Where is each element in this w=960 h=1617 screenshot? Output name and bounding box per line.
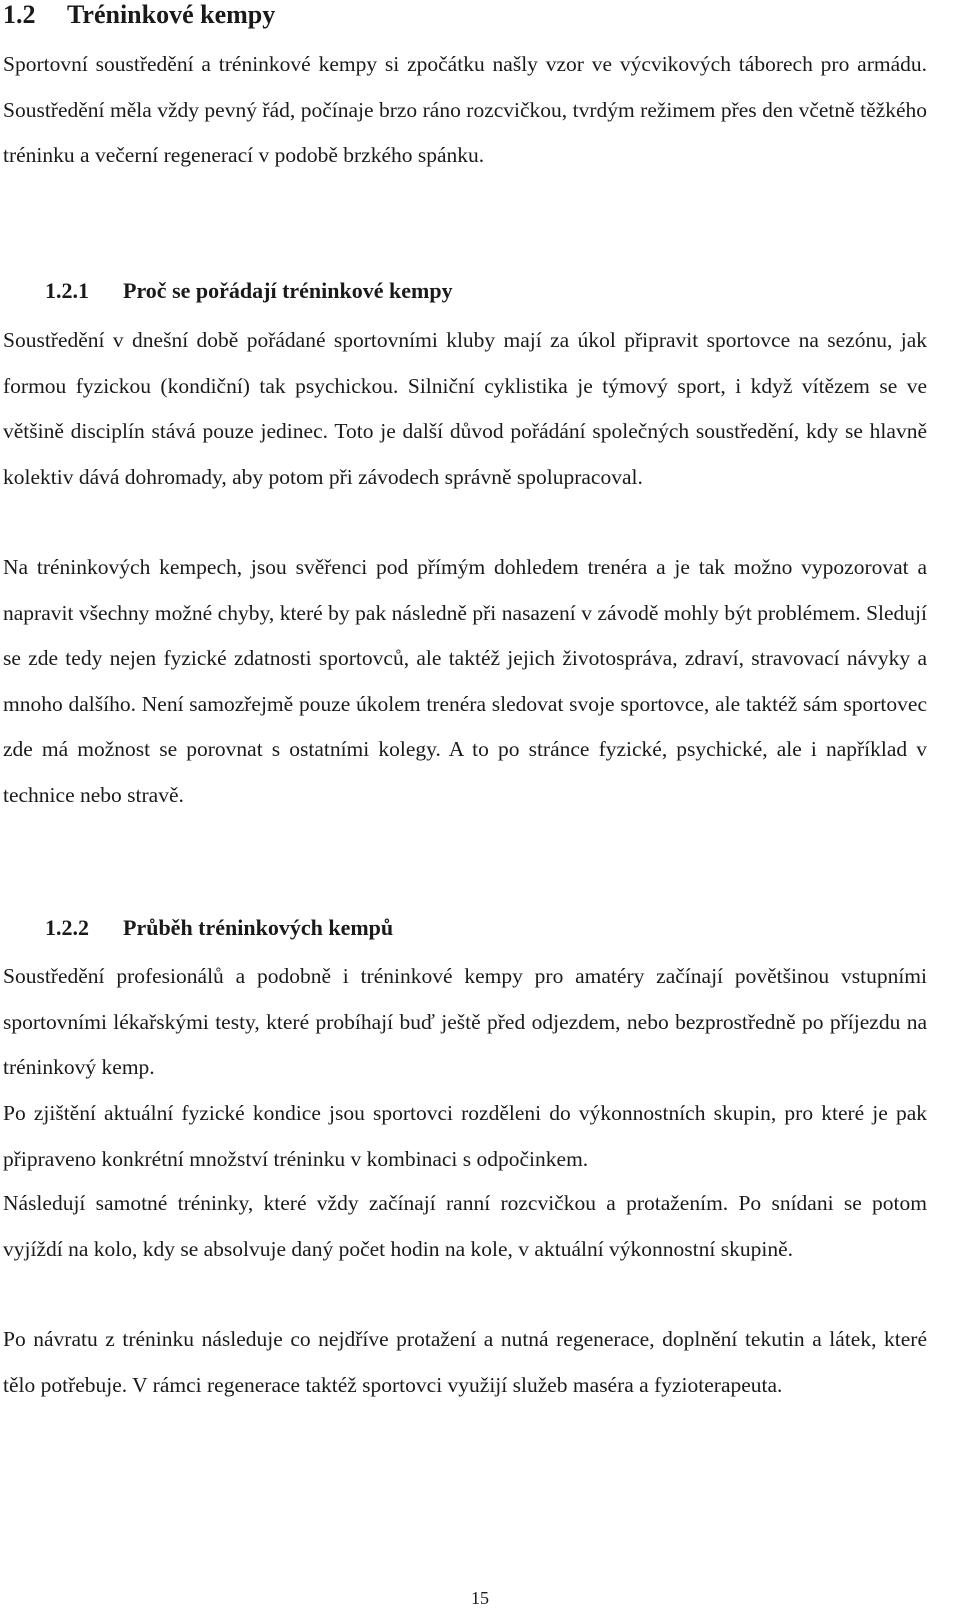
section-title: Tréninkové kempy	[67, 0, 276, 29]
subsection-1-paragraph-1: Soustředění v dnešní době pořádané sportovními kluby mají za úkol připravit sportovce na sezónu, jak formou fyzickou (kondiční) tak psychickou. Silniční cyklistika je týmový sport, i když vítězem se ve většině disciplín stává pouze jedinec. Toto je další důvod pořádání společných soustředění, kdy se hlavně kolektiv dává dohromady, aby potom při závodech správně spolupracoval.	[3, 328, 927, 489]
section-intro-paragraph: Sportovní soustředění a tréninkové kempy si zpočátku našly vzor ve výcvikových táborech pro armádu. Soustředění měla vždy pevný řád, počínaje brzo ráno rozcvičkou, tvrdým režimem přes den včetně těžkého tréninku a večerní regenerací v podobě brzkého spánku.	[3, 52, 927, 167]
subsection-2-title: Průběh tréninkových kempů	[123, 915, 394, 940]
section-heading	[3, 0, 275, 30]
page-number: 15	[471, 1588, 489, 1608]
section-number: 1.2	[3, 0, 36, 29]
subsection-2-number: 1.2.2	[45, 915, 89, 940]
subsection-1-paragraph-2: Na tréninkových kempech, jsou svěřenci pod přímým dohledem trenéra a je tak možno vypozorovat a napravit všechny možné chyby, které by pak následně při nasazení v závodě mohly být problémem. Sledují se zde tedy nejen fyzické zdatnosti sportovců, ale taktéž jejich životospráva, zdraví, stravovací návyky a mnoho dalšího. Není samozřejmě pouze úkolem trenéra sledovat svoje sportovce, ale taktéž sám sportovec zde má možnost se porovnat s ostatními kolegy. A to po stránce fyzické, psychické, ale i například v technice nebo stravě.	[3, 555, 927, 807]
subsection-heading-2	[3, 914, 393, 942]
subsection-1-number: 1.2.1	[45, 278, 89, 303]
subsection-1-title: Proč se pořádají tréninkové kempy	[123, 278, 453, 303]
subsection-2-paragraph-2: Po zjištění aktuální fyzické kondice jsou sportovci rozděleni do výkonnostních skupin, pro které je pak připraveno konkrétní množství tréninku v kombinaci s odpočinkem.	[3, 1101, 927, 1171]
subsection-2-paragraph-4: Po návratu z tréninku následuje co nejdříve protažení a nutná regenerace, doplnění tekutin a látek, které tělo potřebuje. V rámci regenerace taktéž sportovci využijí služeb maséra a fyzioterapeuta.	[3, 1327, 927, 1397]
subsection-heading-1	[3, 277, 453, 305]
subsection-2-paragraph-1: Soustředění profesionálů a podobně i tréninkové kempy pro amatéry začínají povětšinou vstupními sportovními lékařskými testy, které probíhají buď ještě před odjezdem, nebo bezprostředně po příjezdu na tréninkový kemp.	[3, 964, 927, 1079]
subsection-2-paragraph-3: Následují samotné tréninky, které vždy začínají ranní rozcvičkou a protažením. Po snídani se potom vyjíždí na kolo, kdy se absolvuje daný počet hodin na kole, v aktuální výkonnostní skupině.	[3, 1191, 927, 1261]
